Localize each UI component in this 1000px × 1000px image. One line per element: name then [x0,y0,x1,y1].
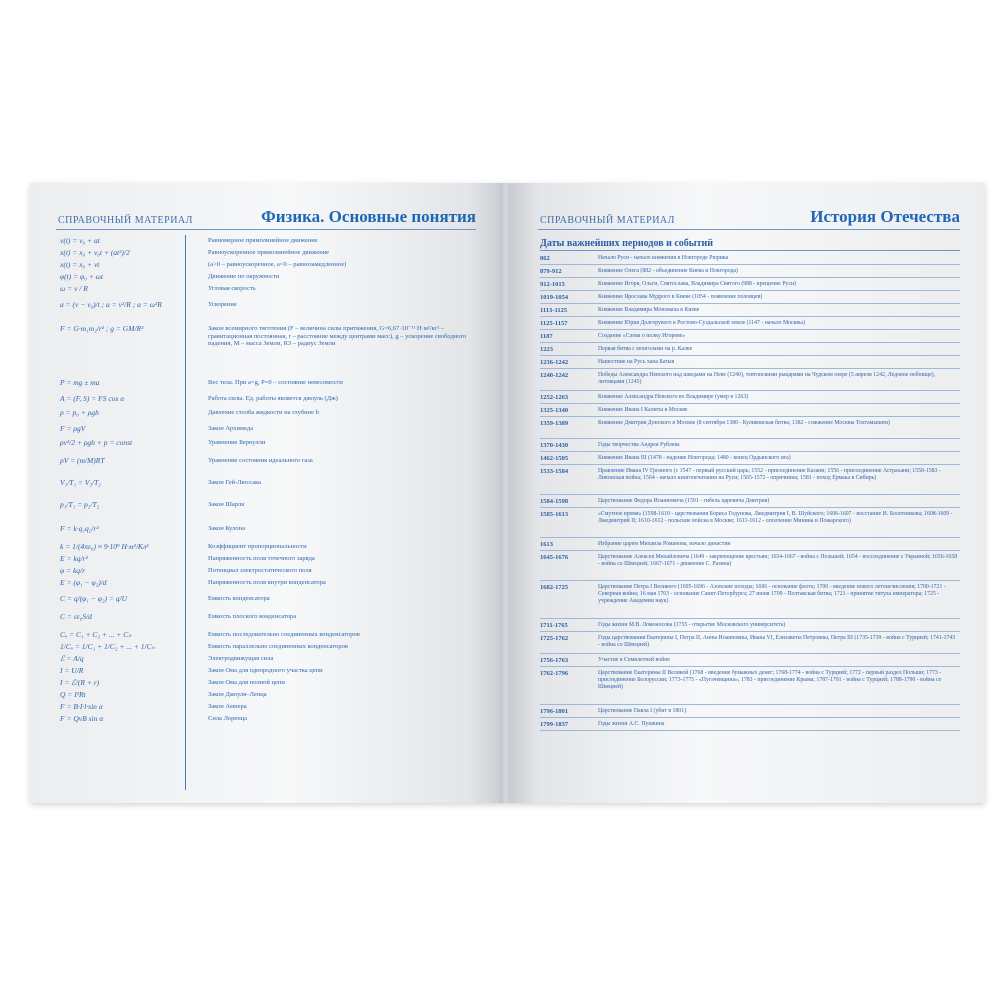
physics-page [30,183,502,803]
formula-description: Коэффициент пропорциональности [208,543,307,550]
event-description: Княжение Олега (882 - объединение Киева и Новгорода) [598,268,738,274]
history-event-row [540,318,960,330]
formula: k = 1/(4πε₀) ≈ 9·10⁹ Н·м²/Кл² [60,542,149,551]
history-event-row [540,633,960,654]
event-date: 1240-1242 [540,372,569,379]
formula-description: Работа силы. Ед. работы является джоуль (Дж) [208,395,338,402]
event-date: 1223 [540,346,553,353]
history-event-row [540,466,960,495]
formula-description: Закон Архимеда [208,425,254,432]
event-description: Царствование Екатерины II Великой (1768 - введение бумажных денег; 1768-1774 - война с Турцией; 1772 - первый раздел Польши; 1773 - присоединение Белоруссии; 1773-1775 - «Пугачевщина»; 1783 - присоединение Крыма; 1787-1791 - война с Турцией; 1788-1790 - война со Швецией) [598,670,942,690]
event-description: Нашествие на Русь хана Батыя [598,359,675,365]
history-event-row [540,706,960,718]
history-event-row [540,440,960,452]
event-description: Царствование Павла I (убит в 1801) [598,708,687,714]
formula-description: Закон Гей-Люссака [208,479,262,486]
event-description: «Смутное время» (1598-1610 - царствования Бориса Годунова, Лжедмитрия I, В. Шуйского; 1606-1607 - восстание И. Болотникова; 1608-1609 - Лжедмитрий II; 1610-1612 - польские войска в Москве; 1611-1612 - ополчение Минина и Пожарского) [598,511,953,524]
formula: ω = v / R [60,284,88,293]
formula-description: Ускорение [208,301,237,308]
history-page [510,183,985,803]
event-date: 1585-1613 [540,511,569,518]
history-page-header [538,205,960,230]
event-date: 1125-1157 [540,320,568,327]
history-event-row [540,539,960,551]
event-description: Княжение Дмитрия Донского в Москве (8 сентября 1380 - Куликовская битва; 1382 - сожжение Москвы Тохтамышем) [598,420,890,426]
event-date: 912-1015 [540,281,565,288]
column-divider [185,235,186,790]
formula: E = (φ₁ − φ₂)/d [60,578,107,587]
formula-description: Закон Ома для полной цепи [208,679,285,686]
formula-description: Закон Кулона [208,525,245,532]
event-description: Княжение Юрия Долгорукого в Ростово-Суздальской земле (1147 - начало Москвы) [598,320,805,326]
event-date: 1019-1054 [540,294,569,301]
event-description: Годы царствования Екатерины I, Петра II, Анны Иоанновны, Ивана VI, Елизаветы Петровны, Петра III (1735-1739 - война с Турцией; 1741-1743 - война со Швецией) [598,635,956,648]
formula-description: Равноускоренное прямолинейное движение [208,249,330,256]
event-date: 1584-1598 [540,498,569,505]
event-date: 1325-1340 [540,407,569,414]
event-description: Первая битва с монголами на р. Калке [598,346,693,352]
formula-description: Закон всемирного тяготения (F – величина силы притяжения, G=6,67·10⁻¹¹ Н·м²/кг² – гравитационная постоянная, r – расстояние между центрами масс), g – ускорение свободного падения, M – масса Земли, R3 – радиус Земли [208,325,467,347]
history-event-row [540,453,960,465]
formula-description: Вес тела. При a=g, P=0 – состояние невесомости [208,379,343,386]
history-event-row [540,655,960,667]
formula-description: Закон Ампера [208,703,247,710]
formula: V₁/T₁ = V₂/T₂ [60,478,101,487]
formula-description: Электродвижущая сила [208,655,274,662]
event-description: Годы жизни А.С. Пушкина [598,721,665,727]
event-description: Княжение Ивана III (1478 - падение Новгорода; 1480 - конец Ордынского ига) [598,455,791,461]
formula-description: Закон Шарля [208,501,245,508]
formula-description: Емкость плоского конденсатора [208,613,297,620]
history-event-row [540,292,960,304]
event-date: 1113-1125 [540,307,568,314]
formula: pV = (m/M)RT [60,456,105,465]
event-date: 1762-1796 [540,670,569,677]
formula: 1/Cₒ = 1/C₁ + 1/C₂ + ... + 1/Cₙ [60,642,155,651]
formula: F = G·m₁m₂/r² ; g = GM/R² [60,324,144,333]
history-event-row [540,719,960,731]
history-event-row [540,331,960,343]
open-reference-notebook [30,183,985,803]
formula-description: Закон Ома для однородного участка цепи [208,667,323,674]
formula: x(t) = x₀ + vt [60,260,100,269]
formula: Q = I²Rt [60,690,86,699]
event-description: Княжение Ярослава Мудрого в Киеве (1054 - появление половцев) [598,294,763,300]
event-description: Царствование Алексея Михайловича (1649 - закрепощение крестьян; 1654-1667 - война с Польшей; 1654 - воссоединение с Украиной; 1656-1658 - война со Швецией; 1667-1671 - движение С. Разина) [598,554,958,567]
formula-description: Угловая скорость [208,285,256,292]
history-subtitle: Даты важнейших периодов и событий [540,238,960,251]
history-event-row [540,418,960,439]
formula: I = ℰ/(R + r) [60,678,100,687]
event-description: Годы творчества Андрея Рублева [598,442,680,448]
event-date: 1370-1430 [540,442,569,449]
formula: C = εε₀S/d [60,612,92,621]
event-date: 1799-1837 [540,721,569,728]
event-description: Участие в Семилетней войне [598,657,670,663]
event-description: Правление Ивана IV Грозного (с 1547 - первый русский царь; 1552 - присоединение Казани; 1556 - присоединение Астрахани; 1558-1583 - Ливонская война; 1564 - начало книгопечатания на Руси; 1565-1572 - опричнина; 1581 - поход Ермака в Сибирь) [598,468,941,481]
event-date: 862 [540,255,550,262]
history-section-kicker: СПРАВОЧНЫЙ МАТЕРИАЛ [540,215,675,226]
history-event-row [540,279,960,291]
history-event-row [540,370,960,391]
history-event-row [540,405,960,417]
formula-description: Равномерное прямолинейное движение [208,237,318,244]
formula: ρv²/2 + ρgh + p = const [60,438,133,447]
formula: F = k·q₁q₂/r² [60,524,99,533]
formula-description: Емкость последовательно соединенных конденсаторов [208,631,360,638]
event-date: 1711-1765 [540,622,568,629]
event-date: 1725-1762 [540,635,569,642]
formula: x(t) = x₀ + v₀t + (at²)/2 [60,248,130,257]
formula: ℰ = A/q [60,654,84,663]
formula-description: Напряженность поля внутри конденсатора [208,579,326,586]
event-date: 879-912 [540,268,562,275]
formula-description: Уравнение состояния идеального газа [208,457,313,464]
event-description: Годы жизни М.В. Ломоносова (1755 - открытие Московского университета) [598,622,786,628]
formula: I = U/R [60,666,84,675]
event-date: 1613 [540,541,553,548]
formula: p₁/T₁ = p₂/T₂ [60,500,100,509]
event-date: 1236-1242 [540,359,569,366]
physics-page-title: Физика. Основные понятия [261,207,476,226]
event-date: 1359-1389 [540,420,569,427]
event-date: 1187 [540,333,553,340]
formula: φ(t) = φ₀ + ωt [60,272,103,281]
event-date: 1645-1676 [540,554,569,561]
history-event-row [540,509,960,538]
event-date: 1462-1505 [540,455,569,462]
formula: E = kq/r² [60,554,88,563]
formula: F = B·I·l·sin α [60,702,103,711]
event-description: Избрание царем Михаила Романова, начало династии [598,541,731,547]
event-date: 1533-1584 [540,468,569,475]
history-event-row [540,305,960,317]
formula-description: Движение по окружности [208,273,280,280]
event-date: 1756-1763 [540,657,569,664]
history-event-row [540,392,960,404]
event-description: Создание «Слова о полку Игореве» [598,333,686,339]
event-description: Княжение Александра Невского во Владимире (умер в 1263) [598,394,749,400]
formula: Cₒ = C₁ + C₂ + ... + Cₙ [60,630,132,639]
formula-description: Емкость конденсатора [208,595,270,602]
formula: p = p₀ + ρgh [60,408,99,417]
formula-description: Уравнение Бернулли [208,439,266,446]
event-description: Царствование Петра I Великого (1695-1696 - Азовские походы; 1696 - основание флота; 1700 - введение нового летоисчисления; 1700-1721 - Северная война; 16 мая 1703 - основание Санкт-Петербурга; 27 июня 1709 - Полтавская битва; 1721 - принятие титула императора; 1725 - учреждение Академии наук) [598,584,946,604]
event-description: Начало Руси - начало княжения в Новгороде Рюрика [598,255,729,261]
formula: P = mg ± ma [60,378,100,387]
event-description: Победы Александра Невского над шведами на Неве (1240), тевтонскими рыцарями на Чудском озере (5 апреля 1242, Ледовое побоище), литовцами (1245) [598,372,936,385]
event-date: 1252-1263 [540,394,569,401]
event-description: Царствование Федора Иоанновича (1591 - гибель царевича Дмитрия) [598,498,770,504]
formula: C = q/(φ₁ − φ₂) = q/U [60,594,128,603]
history-event-row [540,344,960,356]
formula-description: (a>0 – равноускоренное, a<0 – равнозамедленное) [208,261,347,268]
physics-section-kicker: СПРАВОЧНЫЙ МАТЕРИАЛ [58,215,193,226]
history-event-row [540,253,960,265]
formula: φ = kq/r [60,566,86,575]
history-event-row [540,357,960,369]
formula-description: Давление столба жидкости на глубине h [208,409,319,416]
event-date: 1796-1801 [540,708,569,715]
event-description: Княжение Ивана I Калиты в Москве [598,407,688,413]
formula-description: Емкость параллельно соединенных конденсаторов [208,643,348,650]
event-description: Княжение Игоря, Ольги, Святослава, Владимира Святого (988 - крещение Руси) [598,281,797,287]
formula-description: Напряженность поля точечного заряда [208,555,315,562]
history-page-title: История Отечества [810,207,960,226]
formula: F = ρgV [60,424,86,433]
history-event-row [540,668,960,705]
formula: F = QvB sin α [60,714,104,723]
history-event-row [540,620,960,632]
history-event-row [540,496,960,508]
formula-description: Закон Джоуля–Ленца [208,691,267,698]
event-date: 1682-1725 [540,584,569,591]
physics-page-header [56,205,476,230]
formula-description: Потенциал электростатического поля [208,567,312,574]
history-event-row [540,582,960,619]
formula: v(t) = v₀ + at [60,236,100,245]
formula: a = (v − v₀)/t ; a = v²/R ; a = ω²R [60,300,162,309]
history-event-row [540,552,960,581]
history-event-row [540,266,960,278]
event-description: Княжение Владимира Мономаха в Киеве [598,307,700,313]
formula-description: Сила Лоренца [208,715,248,722]
formula: A = (F, S) = FS cos α [60,394,125,403]
